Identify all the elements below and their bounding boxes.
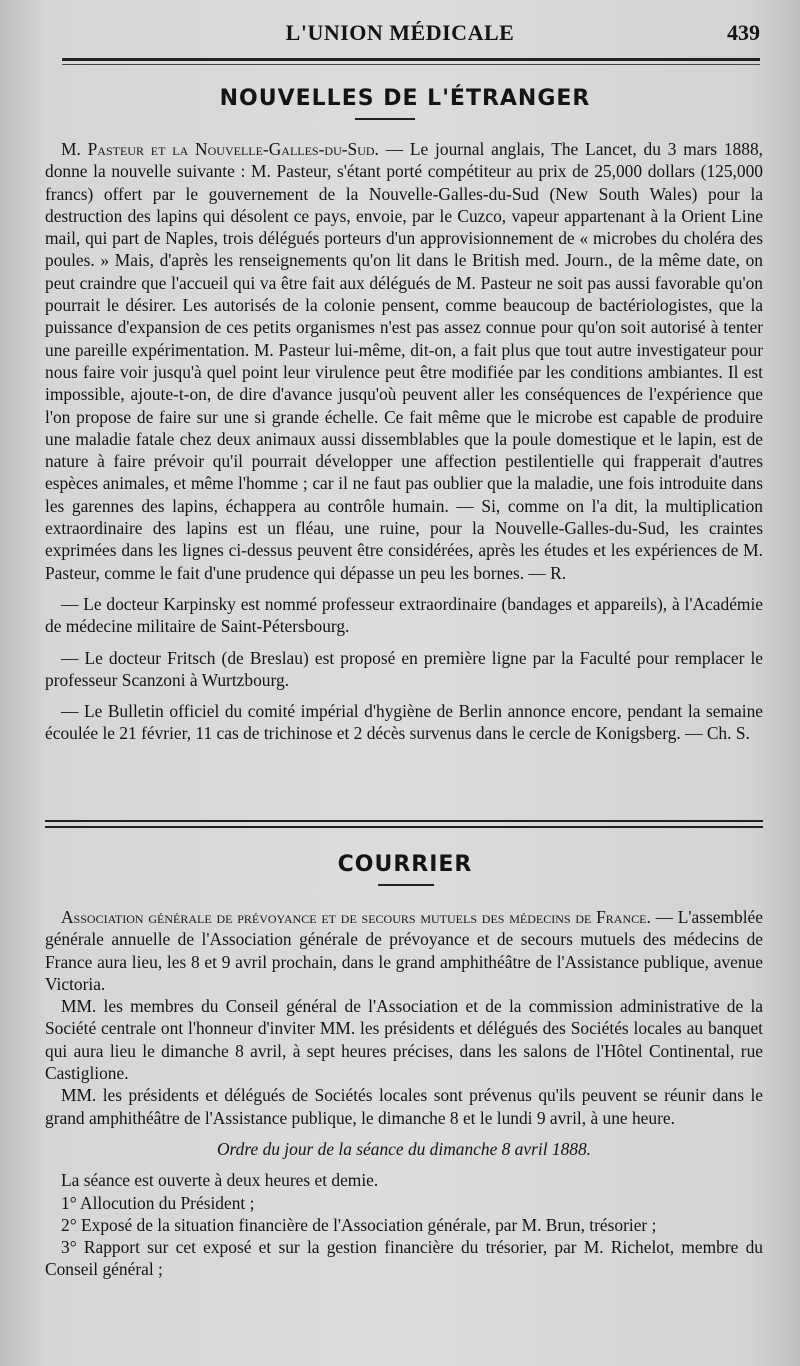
courrier-text: — L'assemblée générale annuelle de l'Association générale de prévoyance et de secours mutuels des médecins de France aura lieu, les 8 et 9 avril prochain, dans le grand amphithéâtre de l'Assistance publique, avenue Victoria.: [45, 907, 763, 994]
courrier-body: [45, 906, 763, 1281]
courrier-association: [45, 906, 763, 995]
agenda-item: 1° Allocution du Président ;: [61, 1192, 255, 1213]
article-text: — Le journal anglais, The Lancet, du 3 mars 1888, donne la nouvelle suivante : M. Pasteur, s'étant porté compétiteur au prix de 25,000 dollars (125,000 francs) offert par le gouvernement de la Nouvelle-Galles-du-Sud (New South Wales) pour la destruction des lapins qui désolent ce pays, envoie, par le Cuzco, vapeur appartenant à la Orient Line mail, qui part de Naples, trois délégués porteurs d'un approvisionnement de « microbes du choléra des poules. » Mais, d'après les renseignements qu'on lit dans le British med. Journ., de la même date, on peut craindre que l'accueil qui va être fait aux délégués de M. Pasteur ne soit pas aussi favorable qu'on pourrait le désirer. Les autorisés de la colonie pensent, comme beaucoup de bactériologistes, que la puissance d'expansion de ces petits organismes n'est pas assez connue pour qu'on soit autorisé à tenter une pareille expérimentation. M. Pasteur lui-même, dit-on, a fait plus que tout autre investigateur pour nous faire voir jusqu'à quel point leur virulence peut être modifiée par les conditions ambiantes. Il est impossible, ajoute-t-on, de dire d'avance jusqu'où peuvent aller les conséquences de l'expérience que l'on propose de faire sur une si grande échelle. Ce fait même que le microbe est capable de produire une maladie fatale chez deux animaux aussi dissemblables que la poule domestique et le lapin, est de nature à faire prévoir qu'il pourrait développer une affection pestilentielle qui frapperait d'autres espèces animales, et même l'homme ; car il ne faut pas oublier que la maladie, une fois introduite dans les garennes des lapins, échappera au contrôle humain. — Si, comme on l'a dit, la multiplication extraordinaire des lapins est un fléau, une ruine, pour la Nouvelle-Galles-du-Sud, les craintes exprimées dans les lignes ci-dessus peuvent être considérées, après les études et les expériences de M. Pasteur, comme le fait d'une prudence qui dépasse un peu les bornes. — R.: [45, 139, 763, 583]
section-title-underline: [355, 118, 415, 120]
foreign-news-body: [45, 138, 763, 745]
header-rule-thin: [62, 64, 760, 65]
agenda-item: 3° Rapport sur cet exposé et sur la gestion financière du trésorier, par M. Richelot, membre du Conseil général ;: [45, 1237, 763, 1280]
article-karpinsky: — Le docteur Karpinsky est nommé professeur extraordinaire (bandages et appareils), à l'Académie de médecine militaire de Saint-Pétersbourg.: [45, 593, 763, 637]
page-header: [40, 20, 760, 50]
section-title-foreign-news: NOUVELLES DE L'ÉTRANGER: [219, 86, 591, 111]
agenda-intro: La séance est ouverte à deux heures et demie.: [61, 1170, 379, 1191]
agenda-item: 2° Exposé de la situation financière de l'Association générale, par M. Brun, trésorier ;: [61, 1214, 657, 1235]
running-title: L'UNION MÉDICALE: [285, 20, 515, 45]
section-title-underline: [378, 884, 434, 886]
article-trichinose: — Le Bulletin officiel du comité impérial d'hygiène de Berlin annonce encore, pendant la semaine écoulée le 21 février, 11 cas de trichinose et 2 décès survenus dans le cercle de Konigsberg. — Ch. S.: [45, 701, 763, 744]
header-rule: [62, 58, 760, 61]
article-fritsch: — Le docteur Fritsch (de Breslau) est proposé en première ligne par la Faculté pour remplacer le professeur Scanzoni à Wurtzbourg.: [45, 647, 763, 690]
section-separator: [45, 820, 763, 832]
article-lead: M. Pasteur et la Nouvelle-Galles-du-Sud.: [61, 139, 379, 159]
agenda-title: Ordre du jour de la séance du dimanche 8 avril 1888.: [217, 1138, 591, 1159]
section-title-courrier: COURRIER: [337, 852, 473, 877]
courrier-banquet: MM. les membres du Conseil général de l'Association et de la commission administrative de la Société centrale ont l'honneur d'inviter MM. les présidents et délégués des Sociétés locales au banquet qui aura lieu le dimanche 8 avril, à sept heures précises, dans les salons de l'Hôtel Continental, rue Castiglione.: [45, 996, 763, 1084]
courrier-meeting: MM. les présidents et délégués de Sociétés locales sont prévenus qu'ils peuvent se réunir dans le grand amphithéâtre de l'Assistance publique, le dimanche 8 et le lundi 9 avril, à une heure.: [45, 1085, 763, 1128]
page-number: 439: [727, 20, 760, 45]
courrier-lead: Association générale de prévoyance et de secours mutuels des médecins de France.: [61, 907, 651, 927]
article-pasteur: [45, 138, 763, 584]
